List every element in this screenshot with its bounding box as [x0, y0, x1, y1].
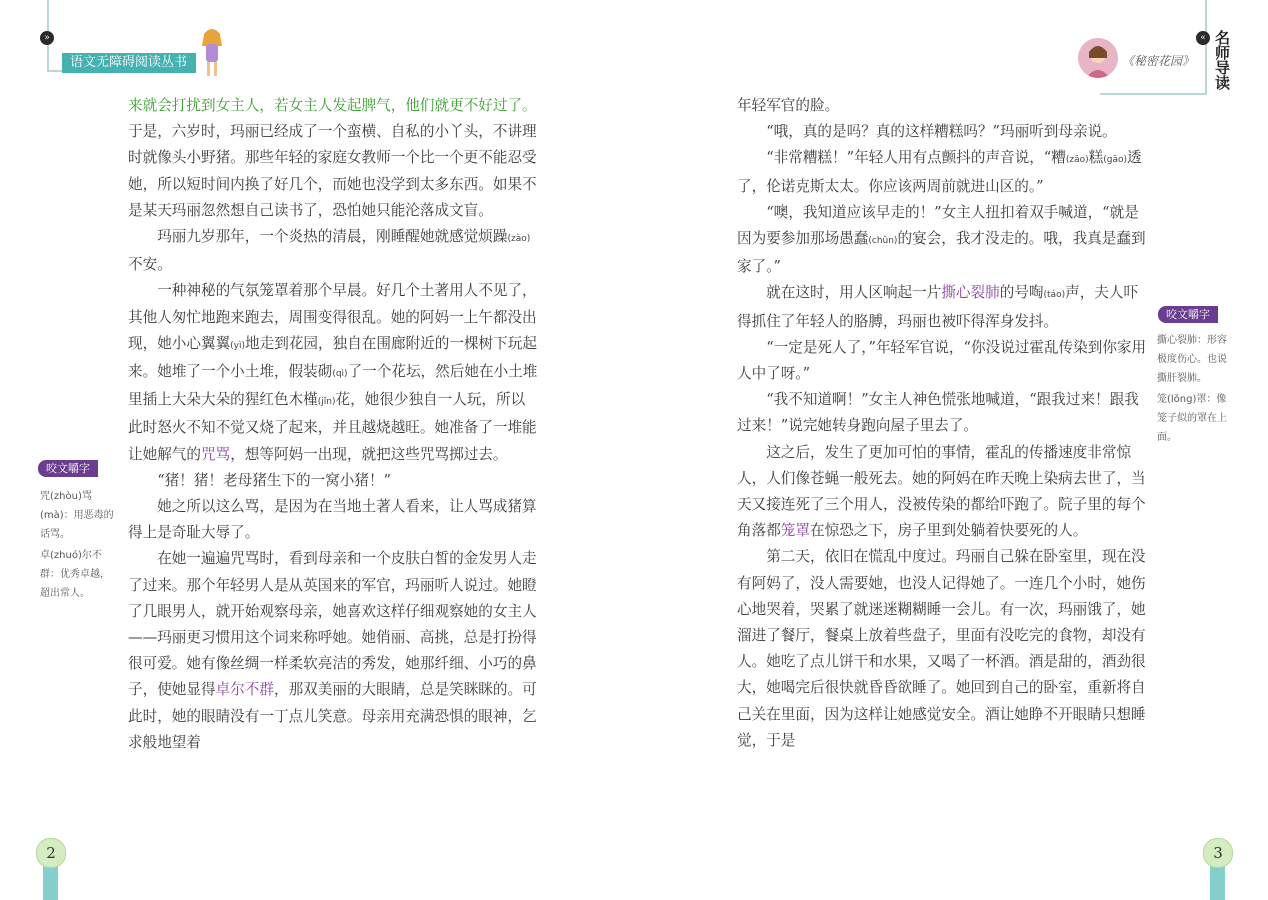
- paragraph: 她之所以这么骂，是因为在当地土著人看来，让人骂成猪算得上是奇耻大辱了。: [128, 498, 537, 542]
- body-text: ，那双美丽的大眼睛，总是笑眯眯的。可此时，她的眼睛没有一丁点儿笑意。母亲用充满恐惧的眼神，乞求般地望着: [128, 681, 537, 751]
- page-number-stem-left: [43, 866, 58, 900]
- double-chevron-right-icon: »: [40, 31, 54, 45]
- body-text: 透了，伦诺克斯太太。你应该两周前就进山区的。”: [737, 149, 1142, 195]
- vocab-note-entry: 笼(lǒng)罩：像笼子似的罩在上面。: [1157, 394, 1227, 443]
- body-text: 声，夫人吓得抓住了年轻人的胳膊，玛丽也被吓得浑身发抖。: [737, 284, 1139, 330]
- page-number-left: 2: [36, 838, 66, 868]
- vocab-note-badge: 咬文嚼字: [38, 460, 98, 477]
- vocab-highlight: 咒骂: [200, 445, 231, 463]
- paragraph: [737, 200, 1147, 281]
- body-text: 糕: [1088, 149, 1104, 167]
- paragraph: 第二天，依旧在慌乱中度过。玛丽自己躲在卧室里，现在没有阿妈了，没人需要她，也没人记得她了。一连几个小时，她伤心地哭着，哭累了就迷迷糊糊睡一会儿。有一次，玛丽饿了，她溜进了餐厅，餐桌上放着些盘子，里面有没吃完的食物，却没有人。她吃了点儿饼干和水果，又喝了一杯酒。酒是甜的，酒劲很大，她喝完后很快就昏昏欲睡了。她回到自己的卧室，重新将自己关在里面，因为这样让她感觉安全。酒让她睁不开眼睛只想睡觉，于是: [737, 548, 1146, 749]
- vocab-highlight: 卓尔不群: [215, 681, 274, 699]
- paragraph: [737, 145, 1147, 199]
- portrait-illustration-icon: [1078, 38, 1118, 78]
- body-text: 了一个花坛，然后她在小土堆里插上大朵大朵的猩红色木槿: [128, 363, 538, 409]
- paragraph: “猪！猪！老母猪生下的一窝小猪！”: [157, 471, 392, 489]
- vocab-highlight: 撕心裂肺: [941, 284, 1000, 302]
- body-text: 地走到花园，独自在围廊附近的一棵树下玩起来。她堆了一个小土堆，假装砌: [128, 334, 537, 381]
- body-text: 就在这时，用人区响起一片: [766, 284, 942, 302]
- paragraph: “一定是死人了，”年轻军官说，“你没说过霍乱传染到你家用人中了呀。”: [737, 338, 1147, 383]
- right-page-text: [737, 93, 1147, 754]
- pinyin-annotation: (táo): [1043, 290, 1066, 301]
- pinyin-annotation: (zào): [507, 234, 531, 245]
- body-text: 在她一遍遍咒骂时，看到母亲和一个皮肤白皙的金发男人走了过来。那个年轻男人是从英国来的军官，玛丽听人说过。她瞪了几眼男人，就开始观察母亲，她喜欢这样仔细观察她的女主人——玛丽更习惯用这个词来称呼她。她俏丽、高挑，总是打扮得很可爱。她有像丝绸一样柔软亮洁的秀发，她那纤细、小巧的鼻子，使她显得: [128, 550, 537, 699]
- body-text: 不安。: [128, 256, 172, 274]
- left-page-text: [128, 93, 538, 756]
- paragraph: [737, 280, 1147, 334]
- pinyin-annotation: (qì): [332, 369, 348, 380]
- body-text: ，想等阿妈一出现，就把这些咒骂掷过去。: [230, 445, 508, 463]
- paragraph: “哦，真的是吗？真的这样糟糕吗？”玛丽听到母亲说。: [766, 123, 1117, 141]
- paragraph: [128, 546, 538, 756]
- book-title: 《秘密花园》: [1122, 54, 1195, 68]
- paragraph: [128, 224, 538, 278]
- body-text: 于是，六岁时，玛丽已经成了一个蛮横、自私的小丫头，不讲理时就像头小野猪。那些年轻的家庭女教师一个比一个更不能忍受她，所以短时间内换了好几个，而她也没学到太多东西。如果不是某天玛丽忽然想自己读书了，恐怕她只能沦落成文盲。: [128, 123, 537, 219]
- vocab-note-entry: 撕心裂肺：形容极度伤心。也说撕肝裂肺。: [1157, 335, 1227, 384]
- header-rule-vertical-right: [1205, 0, 1207, 95]
- paragraph: “我不知道啊！”女主人神色慌张地喊道，“跟我过来！跟我过来！”说完她转身跑向屋子里去了。: [737, 391, 1139, 435]
- double-chevron-left-icon: «: [1196, 31, 1210, 45]
- vocab-note: [1157, 331, 1229, 449]
- body-text: “非常糟糕！”年轻人用有点颤抖的声音说，“糟: [766, 149, 1066, 167]
- vocab-note-entry: 卓(zhuó)尔不群：优秀卓越，超出常人。: [40, 550, 110, 599]
- body-text: 的宴会，我才没走的。哦，我真是蠢到家了。”: [737, 230, 1146, 276]
- body-text: 在惊恐之下，房子里到处躺着快要死的人。: [810, 522, 1088, 540]
- vocab-note-entry: 咒(zhòu)骂(mà)：用恶毒的话骂。: [40, 491, 114, 540]
- body-text: 的号啕: [999, 284, 1044, 302]
- series-title-badge: 语文无障碍阅读丛书: [62, 53, 196, 73]
- pinyin-annotation: (gāo): [1103, 155, 1128, 166]
- vocab-note: [40, 487, 118, 605]
- pinyin-annotation: (chǔn): [868, 236, 898, 247]
- pinyin-annotation: (jǐn): [317, 397, 336, 408]
- paragraph: [128, 278, 538, 467]
- girl-illustration-icon: [198, 26, 226, 80]
- page-number-stem-right: [1210, 866, 1225, 900]
- pinyin-annotation: (yì): [230, 340, 246, 351]
- paragraph: 年轻军官的脸。: [737, 97, 840, 114]
- paragraph: [128, 93, 538, 224]
- paragraph: [737, 440, 1147, 545]
- body-text: 玛丽九岁那年，一个炎热的清晨，刚睡醒她就感觉烦躁: [157, 228, 508, 246]
- vocab-highlight: 笼罩: [780, 522, 810, 540]
- body-text: 花，她很少独自一人玩，所以此时怒火不知不觉又烧了起来，并且越烧越旺。她准备了一堆能让她解气的: [128, 391, 537, 463]
- page-number-right: 3: [1203, 838, 1233, 868]
- body-text: 这之后，发生了更加可怕的事情，霍乱的传播速度非常惊人，人们像苍蝇一般死去。她的阿妈在昨天晚上染病去世了，当天又接连死了三个用人，没被传染的都给吓跑了。院子里的每个角落都: [737, 443, 1146, 540]
- highlight-text: 来就会打扰到女主人，若女主人发起脾气，他们就更不好过了。: [128, 97, 537, 114]
- body-text: 一种神秘的气氛笼罩着那个早晨。好几个土著用人不见了，其他人匆忙地跑来跑去，周围变得很乱。她的阿妈一上午都没出现，她小心翼翼: [128, 282, 537, 352]
- pinyin-annotation: (zāo): [1065, 155, 1089, 166]
- series-vertical-title: 名师导读: [1213, 30, 1231, 90]
- vocab-note-badge: 咬文嚼字: [1158, 306, 1218, 323]
- body-text: “噢，我知道应该早走的！”女主人扭扣着双手喊道，“就是因为要参加那场愚蠢: [737, 203, 1139, 248]
